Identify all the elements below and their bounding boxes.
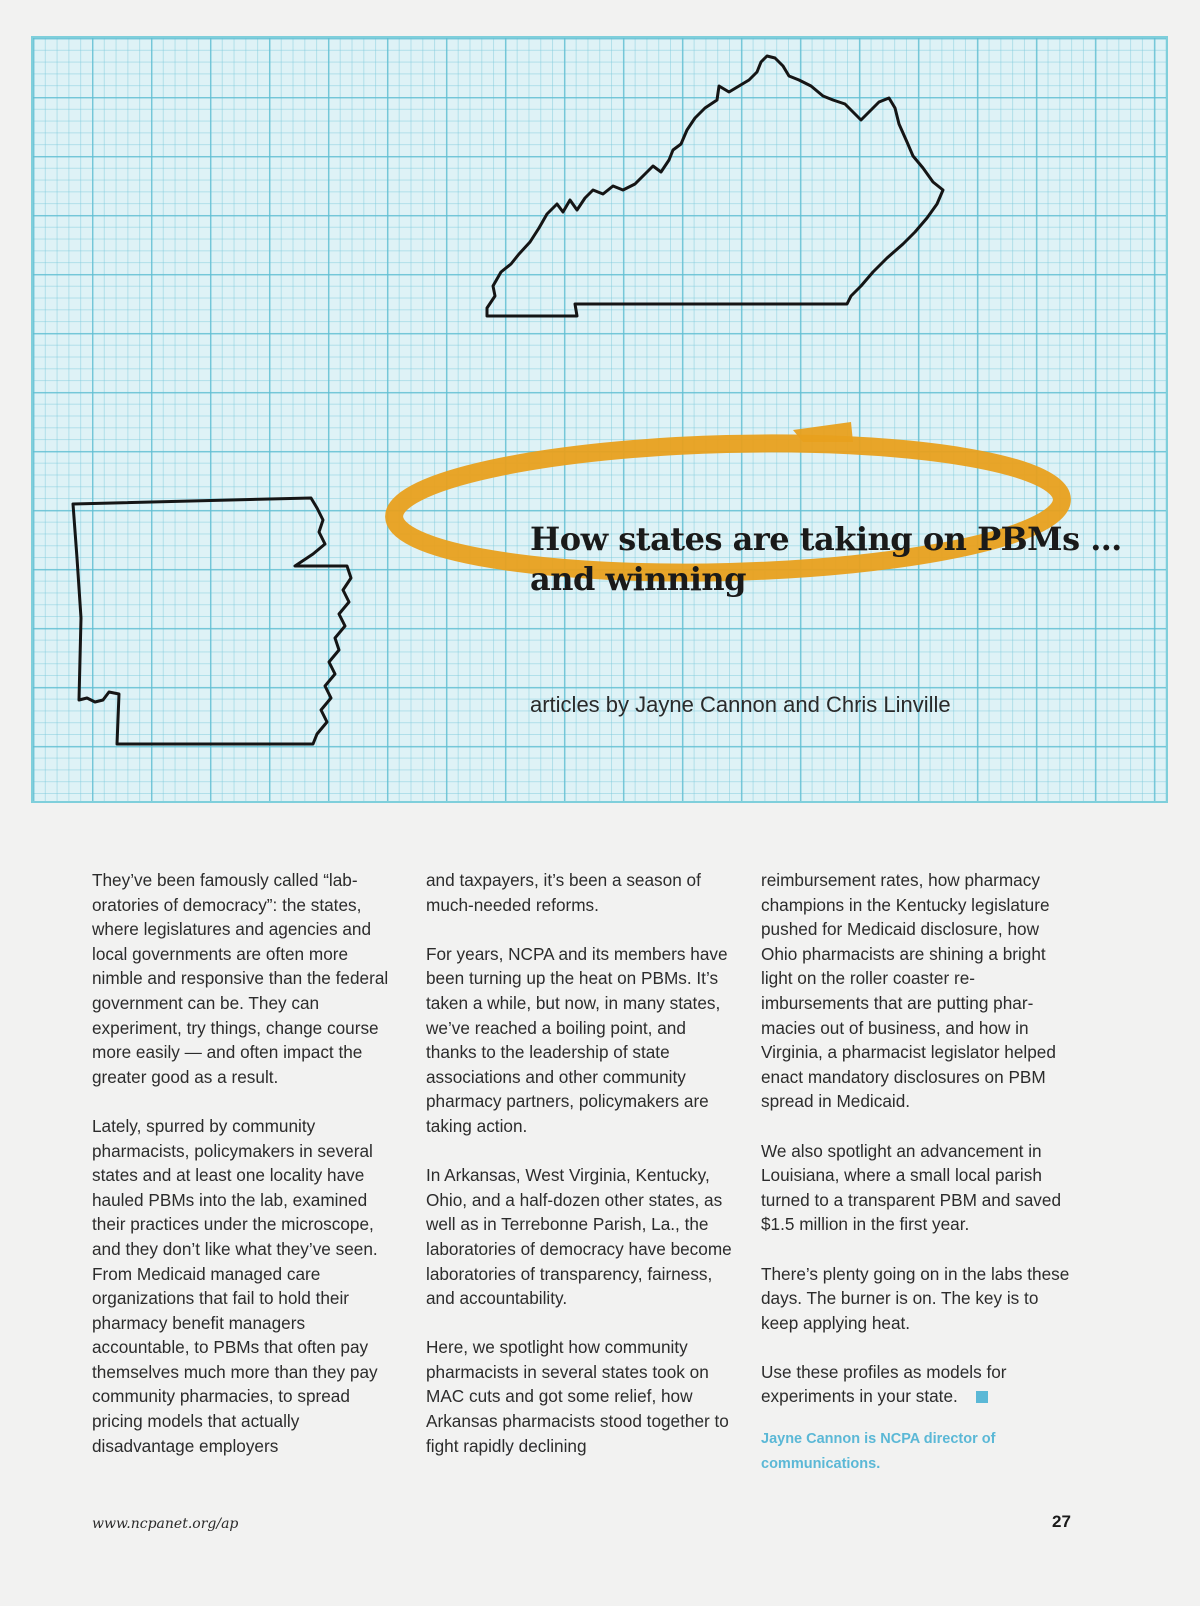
- headline-line-1: How states are taking on PBMs …: [530, 520, 1122, 558]
- author-note: Jayne Cannon is NCPA director of communications.: [761, 1431, 996, 1472]
- byline: articles by Jayne Cannon and Chris Linville: [530, 692, 951, 717]
- page-number: 27: [1052, 1512, 1071, 1531]
- arkansas-outline-icon: [73, 498, 351, 744]
- paragraph: Here, we spotlight how community pharmacists in several states took on MAC cuts and got some relief, how Arkansas pharmacists stood together to fight rapidly declining: [426, 1337, 729, 1456]
- headline-line-2: and winning: [530, 560, 747, 598]
- paragraph: and taxpayers, it’s been a season of much-needed reforms.: [426, 870, 701, 915]
- article-column-1: [92, 868, 402, 1483]
- hero-illustration: [31, 36, 1168, 803]
- paragraph: We also spotlight an advancement in Louisiana, where a small local parish turned to a transparent PBM and saved $1.5 million in the first year.: [761, 1140, 1062, 1235]
- paragraph: Lately, spurred by community pharmacists, policymakers in several states and at least one locality have hauled PBMs into the lab, examined their practices under the microscope, and they don’t like what they’ve seen. From Medicaid managed care organizations that fail to hold their pharmacy benefit managers accountable, to PBMs that often pay themselves much more than they pay community pharmacies, to spread pricing models that actually disadvantage employers: [92, 1115, 378, 1456]
- paragraph: reimbursement rates, how pharmacy champions in the Kentucky legislature pushed for Medicaid disclosure, how Ohio pharmacists are shining a bright light on the roller coaster reimbursements that are putting pharmacies out of business, and how in Virginia, a pharmacist legislator helped enact mandatory disclosures on PBM spread in Medicaid.: [761, 870, 1056, 1112]
- article-column-2: [426, 868, 736, 1483]
- closing-paragraph: [761, 1360, 1071, 1409]
- article-column-3: [761, 868, 1071, 1476]
- kentucky-outline-icon: [487, 56, 943, 316]
- footer-url: www.ncpanet.org/ap: [92, 1516, 239, 1532]
- paragraph: For years, NCPA and its members have been turning up the heat on PBMs. It’s taken a while, but now, in many states, we’ve reached a boiling point, and thanks to the leadership of state associations and other community pharmacy partners, policymakers are taking action.: [426, 943, 728, 1136]
- end-mark-icon: [976, 1391, 988, 1403]
- paragraph-text: Use these profiles as models for experiments in your state.: [761, 1361, 1007, 1407]
- paragraph: In Arkansas, West Virginia, Kentucky, Ohio, and a half-dozen other states, as well as in Terrebonne Parish, La., the laboratories of democracy have become laboratories of transparency, fairness, and accountability.: [426, 1165, 732, 1309]
- hero-artwork: [33, 38, 1168, 803]
- paragraph: There’s plenty going on in the labs these days. The burner is on. The key is to keep applying heat.: [761, 1263, 1070, 1333]
- highlight-stroke-tail: [793, 422, 853, 442]
- headline: [530, 519, 1122, 599]
- paragraph: They’ve been famously called “laboratories of democracy”: the states, where legislatures and agencies and local governments are often more nimble and responsive than the federal government can be. They can experiment, try things, change course more easily — and often impact the greater good as a result.: [92, 870, 389, 1087]
